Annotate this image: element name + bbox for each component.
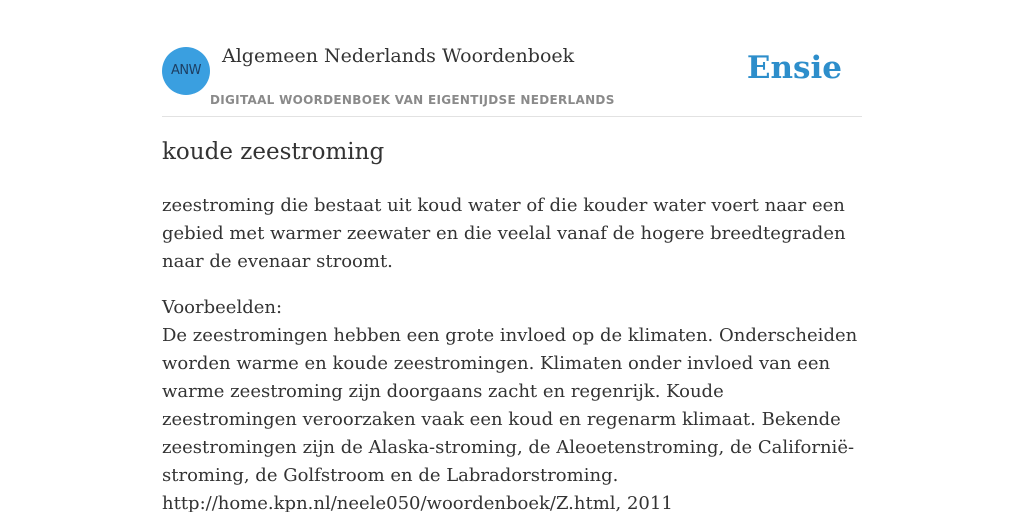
anw-logo[interactable]: ANW <box>162 47 210 95</box>
entry-term: koude zeestroming <box>162 139 385 165</box>
examples-label: Voorbeelden: <box>162 297 283 318</box>
examples-section <box>162 294 864 512</box>
example-source: http://home.kpn.nl/neele050/woordenboek/Z.html, 2011 <box>162 493 673 512</box>
site-title[interactable]: Algemeen Nederlands Woordenboek <box>222 45 575 67</box>
ensie-logo[interactable]: Ensie <box>746 50 842 86</box>
header <box>162 0 862 117</box>
example-text: De zeestromingen hebben een grote invloed op de klimaten. Onderscheiden worden warme en koude zeestromingen. Klimaten onder invloed van een warme zeestroming zijn doorgaans zacht en regenrijk. Koude zeestromingen veroorzaken vaak een koud en regenarm klimaat. Bekende zeestromingen zijn de Alaska-stroming, de Aleoetenstroming, de Californië-stroming, de Golfstroom en de Labradorstroming. <box>162 325 858 486</box>
content-container <box>162 0 862 512</box>
site-subtitle: DIGITAAL WOORDENBOEK VAN EIGENTIJDSE NEDERLANDS <box>210 93 615 107</box>
entry-definition: zeestroming die bestaat uit koud water of die kouder water voert naar een gebied met warmer zeewater en die veelal vanaf de hogere breedtegraden naar de evenaar stroomt. <box>162 195 846 272</box>
